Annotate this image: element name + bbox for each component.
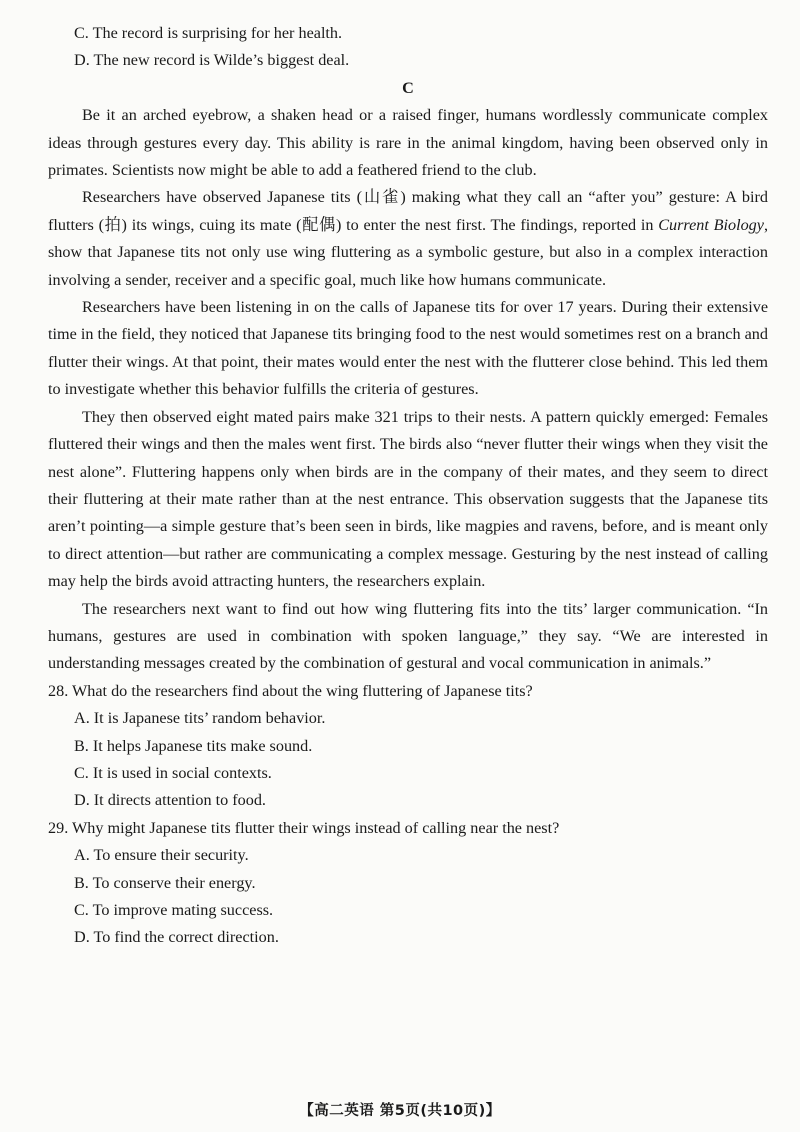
- option-d: D. It directs attention to food.: [74, 791, 266, 810]
- section-heading: C: [402, 78, 414, 97]
- option-a: A. To ensure their security.: [74, 846, 249, 865]
- prev-option-c: C. The record is surprising for her health.: [74, 24, 343, 42]
- option-d: D. To find the correct direction.: [74, 928, 279, 947]
- page-footer: 【高二英语 第5页(共10页)】: [299, 1103, 501, 1119]
- question-stem: 29. Why might Japanese tits flutter their wings instead of calling near the nest?: [48, 818, 560, 837]
- question-29: [48, 815, 768, 952]
- passage-paragraph-5: The researchers next want to find out how wing fluttering fits into the tits’ larger communication. “In humans, gestures are used in combination with spoken language,” they say. “We are interested in understanding messages created by the combination of gestural and vocal communication in animals.”: [48, 599, 768, 673]
- option-c: C. It is used in social contexts.: [74, 763, 272, 782]
- passage-paragraph-2: [48, 184, 768, 294]
- exam-page: [48, 20, 768, 952]
- option-b: B. It helps Japanese tits make sound.: [74, 736, 313, 755]
- passage-paragraph-4: They then observed eight mated pairs make 321 trips to their nests. A pattern quickly emerged: Females fluttered their wings and then the males went first. The birds also “never flutter their wings when they visit the nest alone”. Fluttering happens only when birds are in the company of their mates, and they seem to direct their fluttering at their mate rather than at the nest entrance. This observation suggests that the Japanese tits aren’t pointing—a simple gesture that’s been seen in birds, like magpies and ravens, before, and is meant only to direct attention—but rather are communicating a complex message. Gesturing by the nest instead of calling may help the birds avoid attracting hunters, the researchers explain.: [48, 407, 768, 591]
- passage-paragraph-1: Be it an arched eyebrow, a shaken head or a raised finger, humans wordlessly communicate complex ideas through gestures every day. This ability is rare in the animal kingdom, having been observed only in primates. Scientists now might be able to add a feathered friend to the club.: [48, 106, 768, 180]
- option-b: B. To conserve their energy.: [74, 873, 256, 892]
- option-c: C. To improve mating success.: [74, 901, 274, 919]
- reading-passage: [48, 102, 768, 678]
- journal-name: Current Biology: [658, 215, 764, 234]
- passage-paragraph-3: Researchers have been listening in on the calls of Japanese tits for over 17 years. During their extensive time in the field, they noticed that Japanese tits bringing food to the nest would sometimes rest on a branch and flutter their wings. At that point, their mates would enter the nest with the flutterer close behind. This led them to investigate whether this behavior fulfills the criteria of gestures.: [48, 298, 768, 399]
- question-stem: 28. What do the researchers find about the wing fluttering of Japanese tits?: [48, 681, 533, 700]
- question-28: [48, 678, 768, 815]
- paragraph-2-part-b: , show that Japanese tits not only use wing fluttering as a symbolic gesture, but also in a complex interaction involving a sender, receiver and a specific goal, much like how humans communicate.: [48, 215, 769, 289]
- prev-option-d: D. The new record is Wilde’s biggest deal.: [74, 51, 350, 70]
- question-list: [48, 678, 768, 952]
- paragraph-2-part-a: Researchers have observed Japanese tits (山雀) making what they call an “after you” gesture: A bird flutters (拍) its wings, cuing its mate (配偶) to enter the nest first. The findings, reported in: [48, 188, 768, 234]
- option-a: A. It is Japanese tits’ random behavior.: [74, 709, 326, 728]
